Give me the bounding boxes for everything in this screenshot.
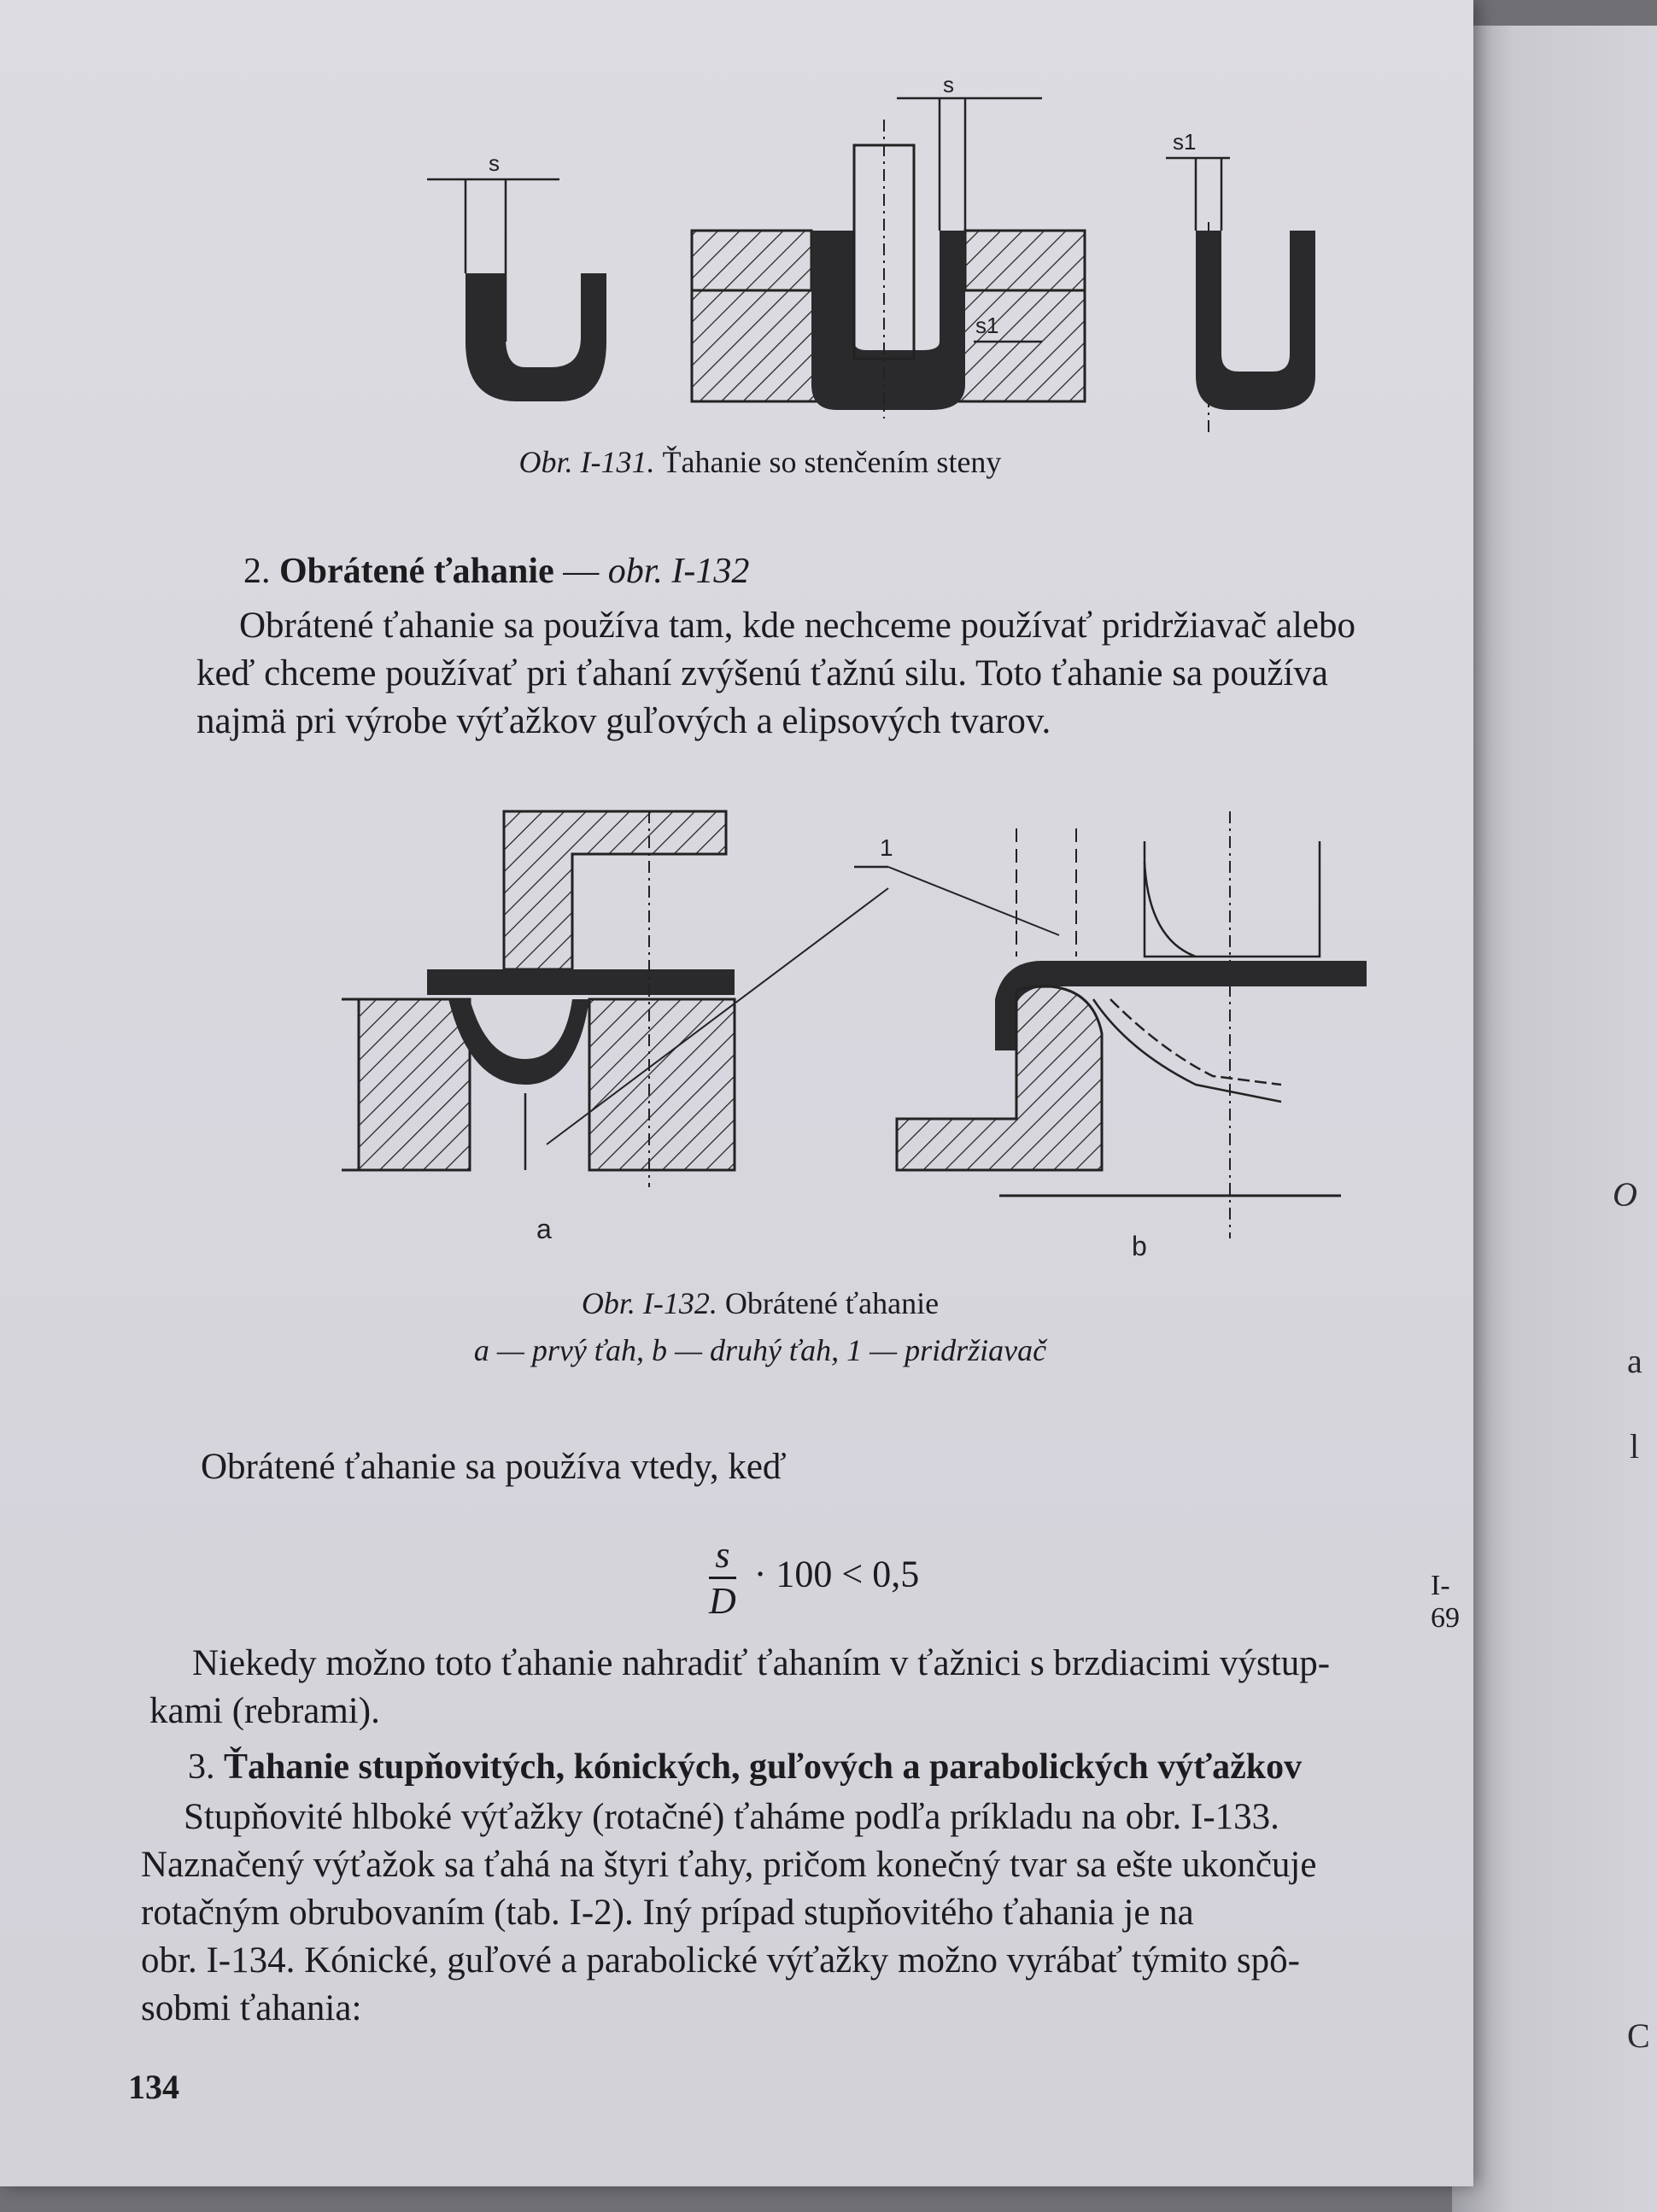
label-1: 1	[880, 834, 893, 861]
edge-letter: a	[1627, 1342, 1642, 1380]
label-s1-right: s1	[1173, 129, 1197, 155]
caption-text: Ťahanie so stenčením steny	[662, 445, 1002, 479]
fraction-denominator: D	[709, 1580, 736, 1622]
section-2-heading	[243, 551, 749, 592]
paragraph-line: Niekedy možno toto ťahanie nahradiť ťahaním v ťažnici s brzdiacimi výstup-	[192, 1643, 1331, 1683]
figure-i-132	[342, 794, 1367, 1273]
figure-i-132-legend	[367, 1332, 1153, 1368]
heading-dash: —	[563, 552, 600, 591]
page-number: 134	[128, 2068, 179, 2106]
caption-ref: Obr. I-131.	[518, 445, 655, 479]
figure-i-131-caption	[495, 444, 1025, 480]
note-paragraph	[149, 1640, 1465, 1735]
label-s-left: s	[489, 150, 500, 176]
paragraph-line: keď chceme používať pri ťahaní zvýšenú ťažnú silu. Toto ťahanie sa používa	[196, 653, 1328, 693]
label-a: a	[536, 1214, 552, 1244]
section-number: 2.	[243, 552, 271, 591]
paragraph-line: najmä pri výrobe výťažkov guľových a elipsových tvarov.	[196, 701, 1051, 741]
drawing-a	[342, 811, 888, 1244]
section-number: 3.	[188, 1747, 215, 1787]
cup-right-drawing	[1166, 129, 1315, 436]
fraction-numerator: s	[709, 1533, 736, 1579]
label-b: b	[1132, 1231, 1147, 1261]
edge-letter: C	[1627, 2016, 1650, 2055]
paragraph-line: Stupňovité hlboké výťažky (rotačné) ťaháme podľa príkladu na obr. I-133.	[184, 1797, 1279, 1837]
section-ref: obr. I-132	[607, 552, 750, 591]
paragraph-line: Obrátené ťahanie sa používa tam, kde nechceme používať pridržiavač alebo	[239, 606, 1356, 646]
condition-intro: Obrátené ťahanie sa používa vtedy, keď	[201, 1447, 787, 1487]
section-title: Ťahanie stupňovitých, kónických, guľových a parabolických výťažkov	[224, 1747, 1303, 1787]
section-2-paragraph	[196, 602, 1461, 746]
equation-number: I-69	[1431, 1570, 1460, 1634]
die-middle-drawing	[692, 72, 1085, 418]
figure-i-132-caption	[410, 1285, 1110, 1321]
edge-letter: l	[1630, 1427, 1640, 1466]
section-3-paragraph	[141, 1794, 1465, 2033]
fraction	[709, 1533, 736, 1623]
edge-letter: O	[1613, 1175, 1637, 1214]
caption-ref: Obr. I-132.	[581, 1286, 717, 1320]
label-s1-middle: s1	[975, 313, 999, 338]
paragraph-line: Naznačený výťažok sa ťahá na štyri ťahy, pričom konečný tvar sa ešte ukončuje	[141, 1845, 1317, 1885]
next-page-edge	[1452, 26, 1657, 2212]
formula-i-69	[709, 1533, 919, 1623]
paragraph-line: obr. I-134. Kónické, guľové a parabolické výťažky možno vyrábať týmito spô-	[141, 1940, 1300, 1981]
paragraph-line: rotačným obrubovaním (tab. I-2). Iný prípad stupňovitého ťahania je na	[141, 1893, 1194, 1933]
paragraph-line: sobmi ťahania:	[141, 1988, 362, 2028]
cup-left-drawing	[427, 150, 606, 401]
formula-rest: · 100 < 0,5	[753, 1553, 920, 1595]
section-3-heading	[188, 1747, 1302, 1788]
paragraph-line: kami (rebrami).	[149, 1691, 380, 1731]
section-title: Obrátené ťahanie	[279, 552, 554, 591]
drawing-b	[854, 811, 1367, 1261]
label-s-middle: s	[943, 72, 954, 97]
legend-text: a — prvý ťah, b — druhý ťah, 1 — pridržiavač	[473, 1333, 1047, 1367]
caption-text: Obrátené ťahanie	[724, 1286, 940, 1320]
figure-i-131	[410, 60, 1350, 453]
